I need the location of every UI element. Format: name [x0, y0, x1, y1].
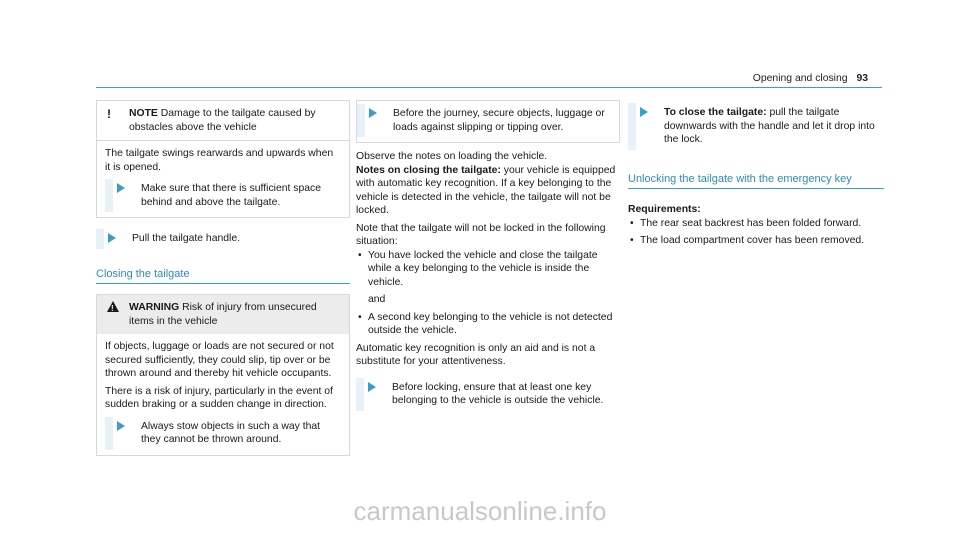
- header-rule: [96, 87, 882, 88]
- step-bar: [105, 417, 113, 450]
- close-tailgate-step: [628, 106, 884, 147]
- pull-step-text: Pull the tailgate handle.: [132, 233, 241, 244]
- warning-title: Risk of injury from unsecured items in the vehicle: [129, 302, 317, 327]
- warning-paragraph-1: If objects, luggage or loads are not secured or not secured sufficiently, they could slip, tip over or be thrown around and thereby hit vehicle occupants.: [105, 341, 334, 379]
- step-arrow-icon: [117, 183, 125, 193]
- warning-step-text: Always stow objects in such a way that they cannot be thrown around.: [141, 420, 321, 445]
- requirements-list: [628, 217, 884, 248]
- note-situation: Note that the tailgate will not be locked in the following situation:: [356, 222, 606, 247]
- step-bar: [357, 104, 365, 137]
- secure-objects-step: [357, 107, 611, 134]
- emergency-key-section-title: Unlocking the tailgate with the emergency key: [628, 173, 884, 190]
- observe-notes: Observe the notes on loading the vehicle.: [356, 151, 548, 162]
- note-step-text: Make sure that there is sufficient space behind and above the tailgate.: [141, 183, 322, 208]
- notes-closing-text: your vehicle is equipped with automatic key recognition. If a key belonging to the vehicle is detected in the vehicle, the tailgate will not be locked.: [356, 164, 616, 216]
- step-arrow-icon: [108, 233, 116, 243]
- step-arrow-icon: [368, 382, 376, 392]
- column-3: [628, 100, 884, 248]
- before-locking-step: [356, 381, 620, 408]
- closing-section-title: Closing the tailgate: [96, 268, 350, 285]
- before-locking-text: Before locking, ensure that at least one key belonging to the vehicle is outside the vehicle.: [392, 381, 604, 406]
- warning-box: [96, 294, 350, 456]
- requirements-label: Requirements:: [628, 204, 701, 215]
- list-item: [628, 234, 884, 248]
- and-text: and: [368, 294, 386, 305]
- note-step: [105, 182, 341, 209]
- note-title: Damage to the tailgate caused by obstacles above the vehicle: [129, 108, 316, 133]
- pull-handle-step: [96, 232, 350, 246]
- section-title-header: Opening and closing: [752, 73, 848, 84]
- auto-recognition-note: Automatic key recognition is only an aid and is not a substitute for your attentiveness.: [356, 342, 596, 367]
- note-label: NOTE: [129, 108, 158, 119]
- note-paragraph: The tailgate swings rearwards and upwards when it is opened.: [105, 148, 334, 173]
- situation-list-2: [356, 311, 620, 338]
- step-arrow-icon: [117, 421, 125, 431]
- watermark: carmanualsonline.info: [353, 496, 607, 526]
- notes-closing-label: Notes on closing the tailgate:: [356, 164, 501, 176]
- list-item: [628, 217, 884, 231]
- warning-header: [97, 295, 349, 334]
- note-box: [96, 100, 350, 218]
- close-tailgate-text: pull the tailgate downwards with the handle and let it drop into the lock.: [664, 107, 875, 145]
- situation-bullet-2: A second key belonging to the vehicle is not detected outside the vehicle.: [368, 311, 613, 336]
- notes-closing: [356, 164, 620, 218]
- page-number: 93: [856, 73, 868, 84]
- step-bar: [105, 179, 113, 212]
- secure-objects-text: Before the journey, secure objects, luggage or loads against slipping or tipping over.: [393, 108, 605, 133]
- warning-triangle-icon: [107, 301, 119, 312]
- step-bar: [356, 378, 364, 411]
- close-tailgate-label: To close the tailgate:: [664, 107, 767, 118]
- warning-label: WARNING: [129, 302, 180, 313]
- page-header: [753, 72, 868, 86]
- situation-bullet-1: You have locked the vehicle and close the tailgate while a key belonging to the vehicle is inside the vehicle.: [368, 249, 598, 288]
- step-bar: [96, 229, 104, 249]
- list-item: [356, 311, 620, 338]
- step-continuation-box: [356, 100, 620, 143]
- situation-list: [356, 249, 620, 290]
- warning-body: [97, 334, 349, 455]
- column-2: [356, 100, 620, 408]
- requirement-2: The load compartment cover has been removed.: [640, 235, 865, 246]
- note-header: [97, 101, 349, 140]
- list-item: [356, 249, 620, 290]
- warning-step: [105, 420, 341, 447]
- step-arrow-icon: [640, 107, 648, 117]
- step-bar: [628, 103, 636, 150]
- requirement-1: The rear seat backrest has been folded forward.: [640, 217, 862, 229]
- warning-paragraph-2: There is a risk of injury, particularly in the event of sudden braking or a sudden change in direction.: [105, 385, 333, 410]
- column-1: [96, 100, 350, 456]
- step-arrow-icon: [369, 108, 377, 118]
- notice-icon: !: [107, 107, 111, 121]
- note-body: [97, 140, 349, 217]
